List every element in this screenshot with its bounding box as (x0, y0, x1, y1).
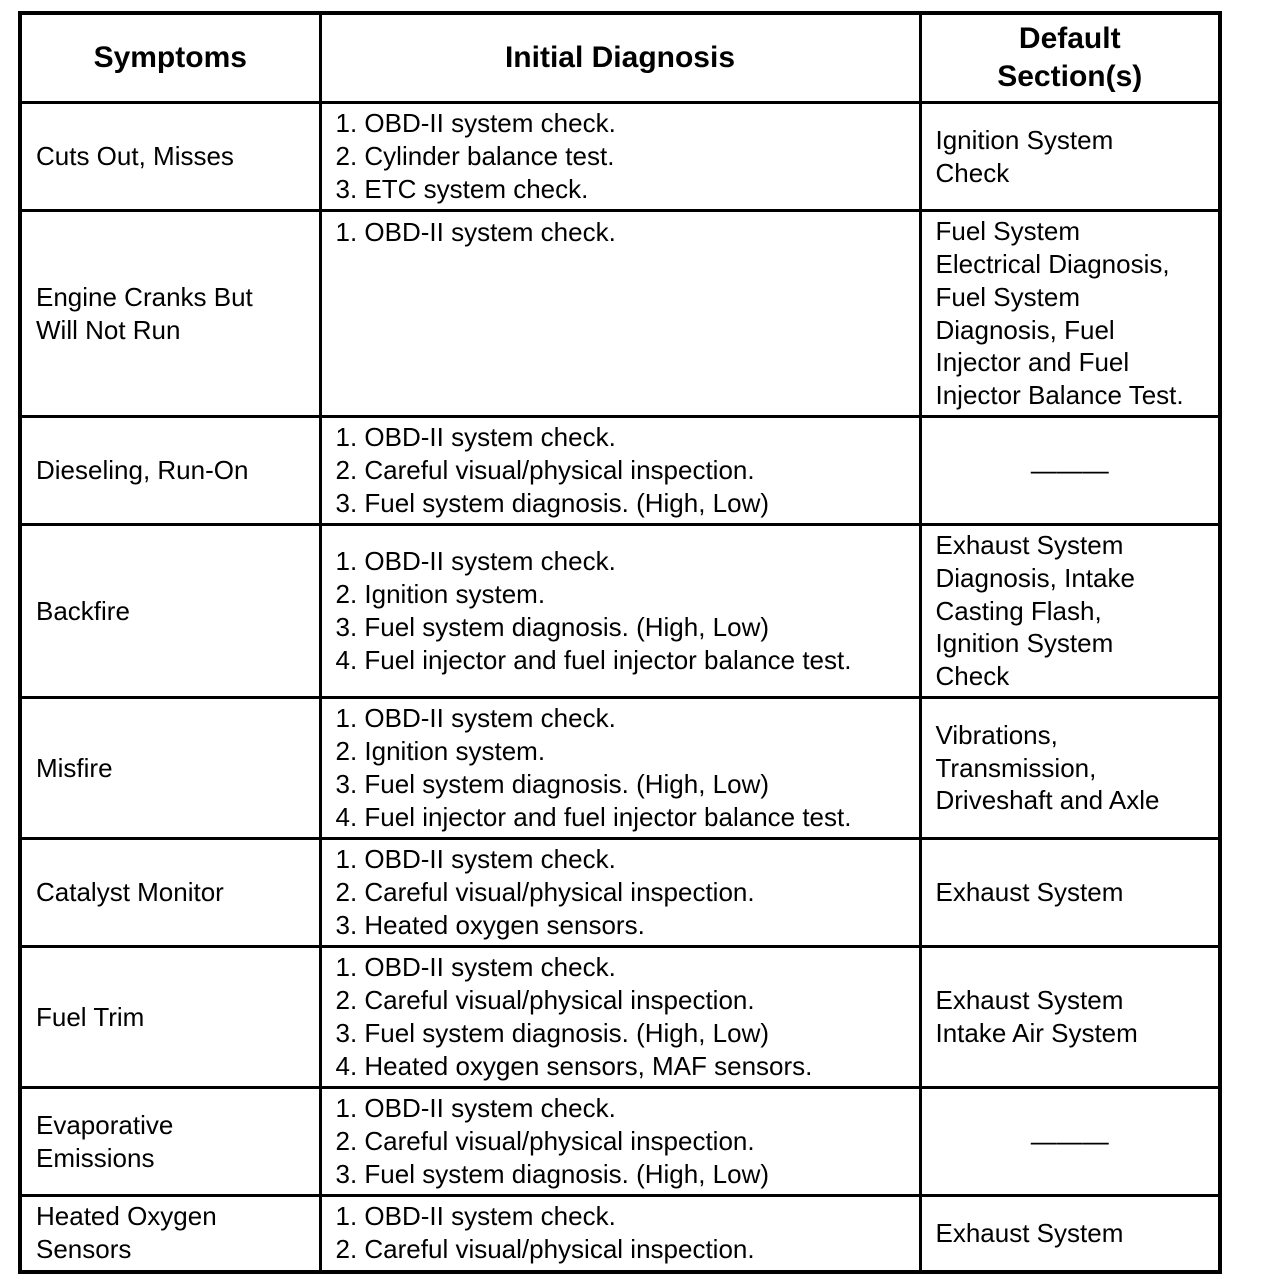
diagnosis-line: 2. Careful visual/physical inspection. (335, 1234, 755, 1265)
diagnosis-line: 2. Careful visual/physical inspection. (335, 1126, 755, 1157)
diagnosis-line: 2. Careful visual/physical inspection. (335, 985, 755, 1016)
diagnosis-line: 4. Heated oxygen sensors, MAF sensors. (335, 1050, 813, 1081)
diagnosis-line: 1. OBD-II system check. (335, 108, 616, 139)
diagnosis-line: 2. Ignition system. (335, 579, 546, 610)
symptom-cell (20, 211, 320, 417)
table-row (20, 417, 1220, 525)
default-sections-line: Ignition System (935, 628, 1114, 659)
symptom-line: Evaporative (36, 1109, 174, 1140)
default-sections-line: Check (935, 661, 1010, 692)
default-sections-cell (920, 1196, 1220, 1272)
diagnosis-line: 4. Fuel injector and fuel injector balance test. (335, 644, 852, 675)
default-sections-line: Injector Balance Test. (935, 380, 1184, 411)
diagnosis-cell (320, 1196, 920, 1272)
default-sections-line: Fuel System (935, 216, 1080, 247)
header-initial-diagnosis: Initial Diagnosis (320, 13, 920, 103)
diagnosis-line: 3. Fuel system diagnosis. (High, Low) (335, 487, 770, 518)
default-sections-cell (920, 1088, 1220, 1196)
default-sections-cell (920, 211, 1220, 417)
diagnosis-line: 3. Fuel system diagnosis. (High, Low) (335, 769, 770, 799)
symptom-cell (20, 103, 320, 211)
table-row (20, 211, 1220, 417)
diagnosis-cell (320, 417, 920, 525)
symptom-line: Engine Cranks But (36, 281, 253, 312)
diagnosis-line: 1. OBD-II system check. (335, 703, 616, 734)
default-sections-line: Intake Air System (935, 1018, 1138, 1048)
diagnosis-line: 3. ETC system check. (335, 173, 589, 204)
symptom-line: Backfire (36, 595, 130, 626)
default-sections-line: Check (935, 157, 1010, 188)
symptom-line: Emissions (36, 1142, 155, 1173)
diagnosis-line: 1. OBD-II system check. (335, 217, 616, 247)
table-row (20, 839, 1220, 947)
default-sections-line: Driveshaft and Axle (935, 785, 1160, 816)
table-row (20, 1088, 1220, 1196)
diagnosis-table (18, 11, 1222, 1274)
header-default-sections (920, 13, 1220, 103)
table-body (20, 103, 1220, 1272)
symptom-line: Sensors (36, 1234, 132, 1265)
diagnosis-line: 2. Careful visual/physical inspection. (335, 877, 755, 908)
default-sections-line: Ignition System (935, 124, 1114, 155)
diagnosis-line: 2. Ignition system. (335, 736, 546, 767)
diagnosis-line: 1. OBD-II system check. (335, 844, 616, 875)
symptom-cell (20, 1088, 320, 1196)
diagnosis-line: 3. Fuel system diagnosis. (High, Low) (335, 1018, 770, 1048)
symptom-line: Dieseling, Run-On (36, 455, 249, 486)
header-row (20, 13, 1220, 103)
default-sections-line: Exhaust System (935, 530, 1124, 560)
diagnosis-line: 1. OBD-II system check. (335, 422, 616, 453)
diagnosis-cell (320, 947, 920, 1088)
diagnosis-line: 2. Careful visual/physical inspection. (335, 455, 755, 486)
diagnosis-line: 1. OBD-II system check. (335, 546, 616, 577)
default-sections-line: Injector and Fuel (935, 347, 1130, 378)
symptom-cell (20, 947, 320, 1088)
diagnosis-cell (320, 1088, 920, 1196)
default-sections-line: Fuel System (935, 281, 1080, 312)
table-row (20, 698, 1220, 839)
table-row (20, 103, 1220, 211)
diagnosis-line: 3. Heated oxygen sensors. (335, 909, 645, 940)
symptom-line: Heated Oxygen (36, 1201, 217, 1232)
diagnosis-line: 1. OBD-II system check. (335, 952, 616, 983)
diagnosis-line: 1. OBD-II system check. (335, 1201, 616, 1232)
diagnosis-line: 2. Cylinder balance test. (335, 141, 615, 172)
default-sections-line: Diagnosis, Fuel (935, 314, 1115, 345)
diagnosis-line: 4. Fuel injector and fuel injector balance test. (335, 801, 852, 832)
default-sections-line: Exhaust System (935, 877, 1124, 908)
default-sections-line: ——— (1030, 455, 1109, 486)
diagnosis-line: 3. Fuel system diagnosis. (High, Low) (335, 1158, 770, 1189)
default-sections-line: Exhaust System (935, 985, 1124, 1016)
header-default-sections-line1: Default (1018, 22, 1121, 55)
default-sections-cell (920, 698, 1220, 839)
symptom-cell (20, 839, 320, 947)
default-sections-cell (920, 417, 1220, 525)
diagnosis-cell (320, 525, 920, 698)
header-default-sections-line2: Section(s) (997, 60, 1143, 93)
default-sections-line: Vibrations, (935, 719, 1058, 750)
symptom-cell (20, 1196, 320, 1272)
diagnosis-cell (320, 211, 920, 417)
table-row (20, 525, 1220, 698)
default-sections-line: Exhaust System (935, 1217, 1124, 1248)
default-sections-line: Electrical Diagnosis, (935, 248, 1170, 279)
default-sections-cell (920, 839, 1220, 947)
symptom-cell (20, 698, 320, 839)
symptom-line: Will Not Run (36, 314, 181, 345)
default-sections-cell (920, 525, 1220, 698)
symptom-cell (20, 525, 320, 698)
diagnosis-cell (320, 839, 920, 947)
diagnosis-cell (320, 698, 920, 839)
default-sections-cell (920, 103, 1220, 211)
default-sections-line: Casting Flash, (935, 595, 1102, 626)
symptom-line: Fuel Trim (36, 1001, 145, 1032)
default-sections-line: Transmission, (935, 752, 1097, 783)
table-row (20, 947, 1220, 1088)
symptom-cell (20, 417, 320, 525)
header-symptoms: Symptoms (20, 13, 320, 103)
default-sections-line: ——— (1030, 1126, 1109, 1157)
default-sections-line: Diagnosis, Intake (935, 562, 1135, 593)
diagnosis-line: 3. Fuel system diagnosis. (High, Low) (335, 612, 770, 642)
symptom-line: Misfire (36, 752, 113, 783)
table-row (20, 1196, 1220, 1272)
symptom-line: Cuts Out, Misses (36, 141, 234, 172)
diagnosis-line: 1. OBD-II system check. (335, 1093, 616, 1124)
default-sections-cell (920, 947, 1220, 1088)
symptom-line: Catalyst Monitor (36, 877, 224, 908)
diagnosis-cell (320, 103, 920, 211)
